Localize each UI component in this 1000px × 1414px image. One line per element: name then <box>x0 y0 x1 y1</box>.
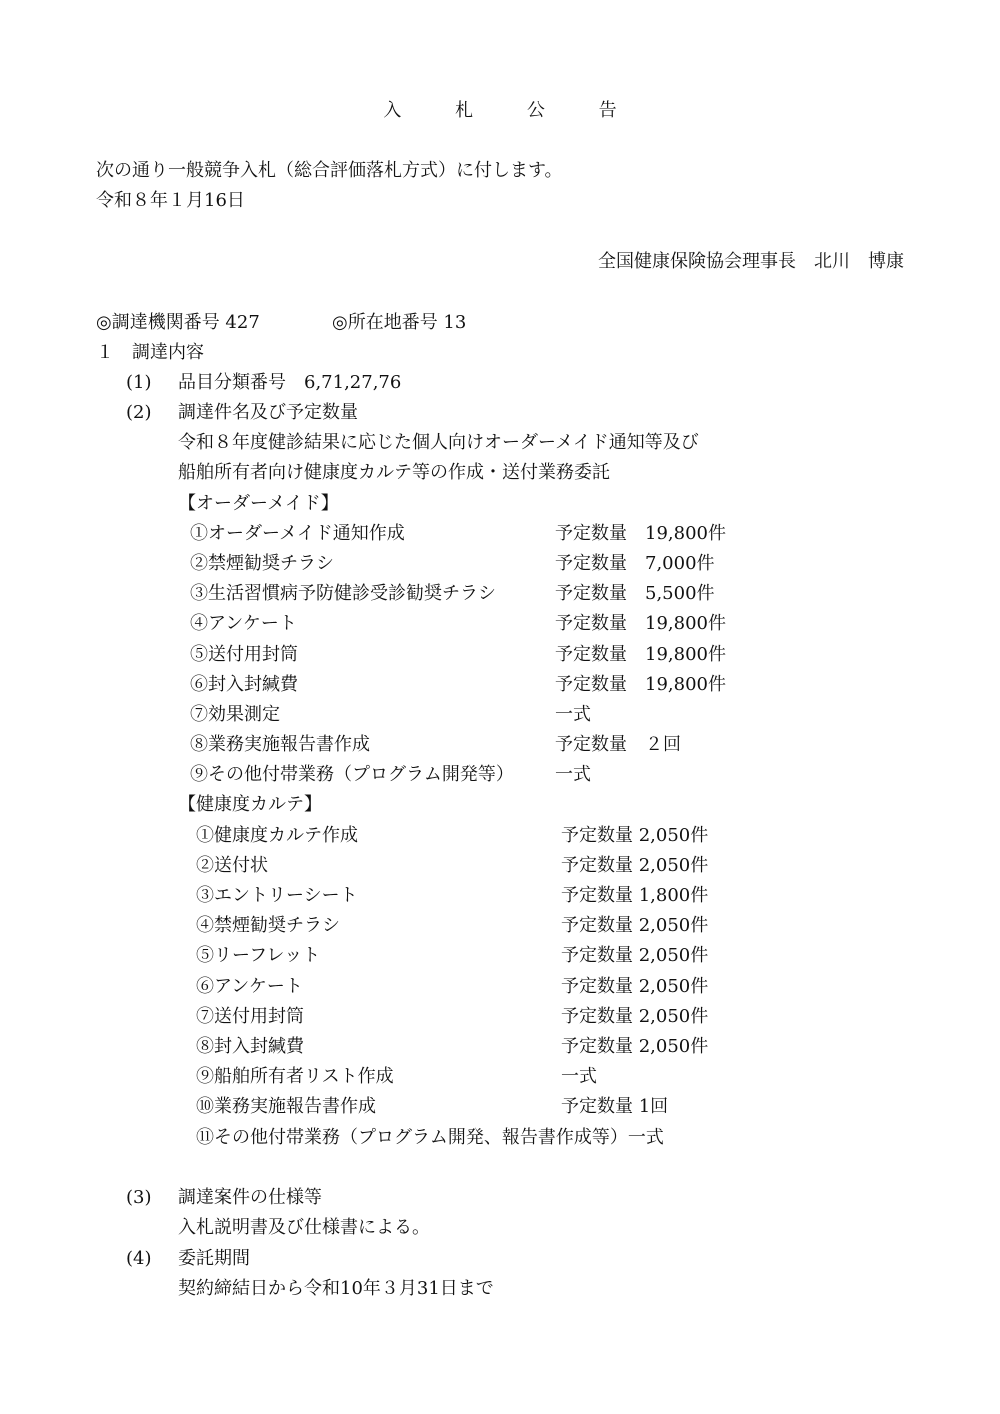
list-item: ⑨その他付帯業務（プログラム開発等） <box>190 764 514 785</box>
item-quantity: 予定数量 5,500件 <box>555 583 715 604</box>
item-quantity: 予定数量 2,050件 <box>561 825 709 846</box>
item-quantity: 予定数量 19,800件 <box>555 523 726 544</box>
item-quantity: 予定数量 1,800件 <box>561 885 709 906</box>
list-item: ①健康度カルテ作成 <box>196 825 358 846</box>
list-item: ②送付状 <box>196 855 268 876</box>
item-quantity: 一式 <box>555 764 591 785</box>
list-item: ④アンケート <box>190 613 297 634</box>
item-quantity: 予定数量 2,050件 <box>561 976 709 997</box>
item-quantity: 予定数量 19,800件 <box>555 644 726 665</box>
list-item: ⑤送付用封筒 <box>190 644 298 665</box>
item-number: (1) <box>126 372 152 393</box>
item-label: 調達件名及び予定数量 <box>178 402 358 423</box>
intro-text: 次の通り一般競争入札（総合評価落札方式）に付します。 <box>96 160 563 181</box>
item-quantity: 予定数量 2,050件 <box>561 1036 709 1057</box>
item-quantity: 予定数量 19,800件 <box>555 674 726 695</box>
item-quantity: 予定数量 2,050件 <box>561 945 709 966</box>
list-item: ⑥封入封緘費 <box>190 674 298 695</box>
item-quantity: 予定数量 1回 <box>561 1096 669 1117</box>
list-item: ⑨船舶所有者リスト作成 <box>196 1066 394 1087</box>
item-label: 委託期間 <box>178 1248 250 1269</box>
list-item: ⑪その他付帯業務（プログラム開発、報告書作成等）一式 <box>196 1127 664 1148</box>
item-number: (2) <box>126 402 152 423</box>
issuer-signature: 全国健康保険協会理事長 北川 博康 <box>598 251 904 272</box>
list-item: ⑦効果測定 <box>190 704 280 725</box>
item-quantity: 一式 <box>561 1066 597 1087</box>
item-quantity: 予定数量 2,050件 <box>561 915 709 936</box>
agency-code: ◎調達機関番号 427 <box>96 312 260 333</box>
item-number: (3) <box>126 1187 152 1208</box>
list-item: ⑧業務実施報告書作成 <box>190 734 370 755</box>
list-item: ②禁煙勧奨チラシ <box>190 553 334 574</box>
item-quantity: 予定数量 2,050件 <box>561 855 709 876</box>
item-quantity: 予定数量 ２回 <box>555 734 681 755</box>
item-quantity: 予定数量 2,050件 <box>561 1006 709 1027</box>
group-header: 【オーダーメイド】 <box>178 493 339 514</box>
item-text: 契約締結日から令和10年３月31日まで <box>178 1278 494 1299</box>
notice-date: 令和８年１月16日 <box>96 190 245 211</box>
group-header: 【健康度カルテ】 <box>178 794 322 815</box>
item-text: 入札説明書及び仕様書による。 <box>178 1217 430 1238</box>
item-quantity: 予定数量 19,800件 <box>555 613 726 634</box>
list-item: ③生活習慣病予防健診受診勧奨チラシ <box>190 583 496 604</box>
location-code: ◎所在地番号 13 <box>332 312 467 333</box>
item-quantity: 予定数量 7,000件 <box>555 553 715 574</box>
subject-line: 船舶所有者向け健康度カルテ等の作成・送付業務委託 <box>178 462 610 483</box>
list-item: ③エントリーシート <box>196 885 358 906</box>
section-heading: １ 調達内容 <box>96 342 204 363</box>
item-quantity: 一式 <box>555 704 591 725</box>
list-item: ①オーダーメイド通知作成 <box>190 523 405 544</box>
item-label: 品目分類番号 6,71,27,76 <box>178 372 402 393</box>
list-item: ⑤リーフレット <box>196 945 321 966</box>
subject-line: 令和８年度健診結果に応じた個人向けオーダーメイド通知等及び <box>178 432 699 453</box>
page-title: 入 札 公 告 <box>383 100 641 121</box>
list-item: ⑧封入封緘費 <box>196 1036 304 1057</box>
list-item: ⑦送付用封筒 <box>196 1006 304 1027</box>
item-label: 調達案件の仕様等 <box>178 1187 322 1208</box>
list-item: ⑩業務実施報告書作成 <box>196 1096 376 1117</box>
list-item: ⑥アンケート <box>196 976 303 997</box>
item-number: (4) <box>126 1248 152 1269</box>
list-item: ④禁煙勧奨チラシ <box>196 915 340 936</box>
